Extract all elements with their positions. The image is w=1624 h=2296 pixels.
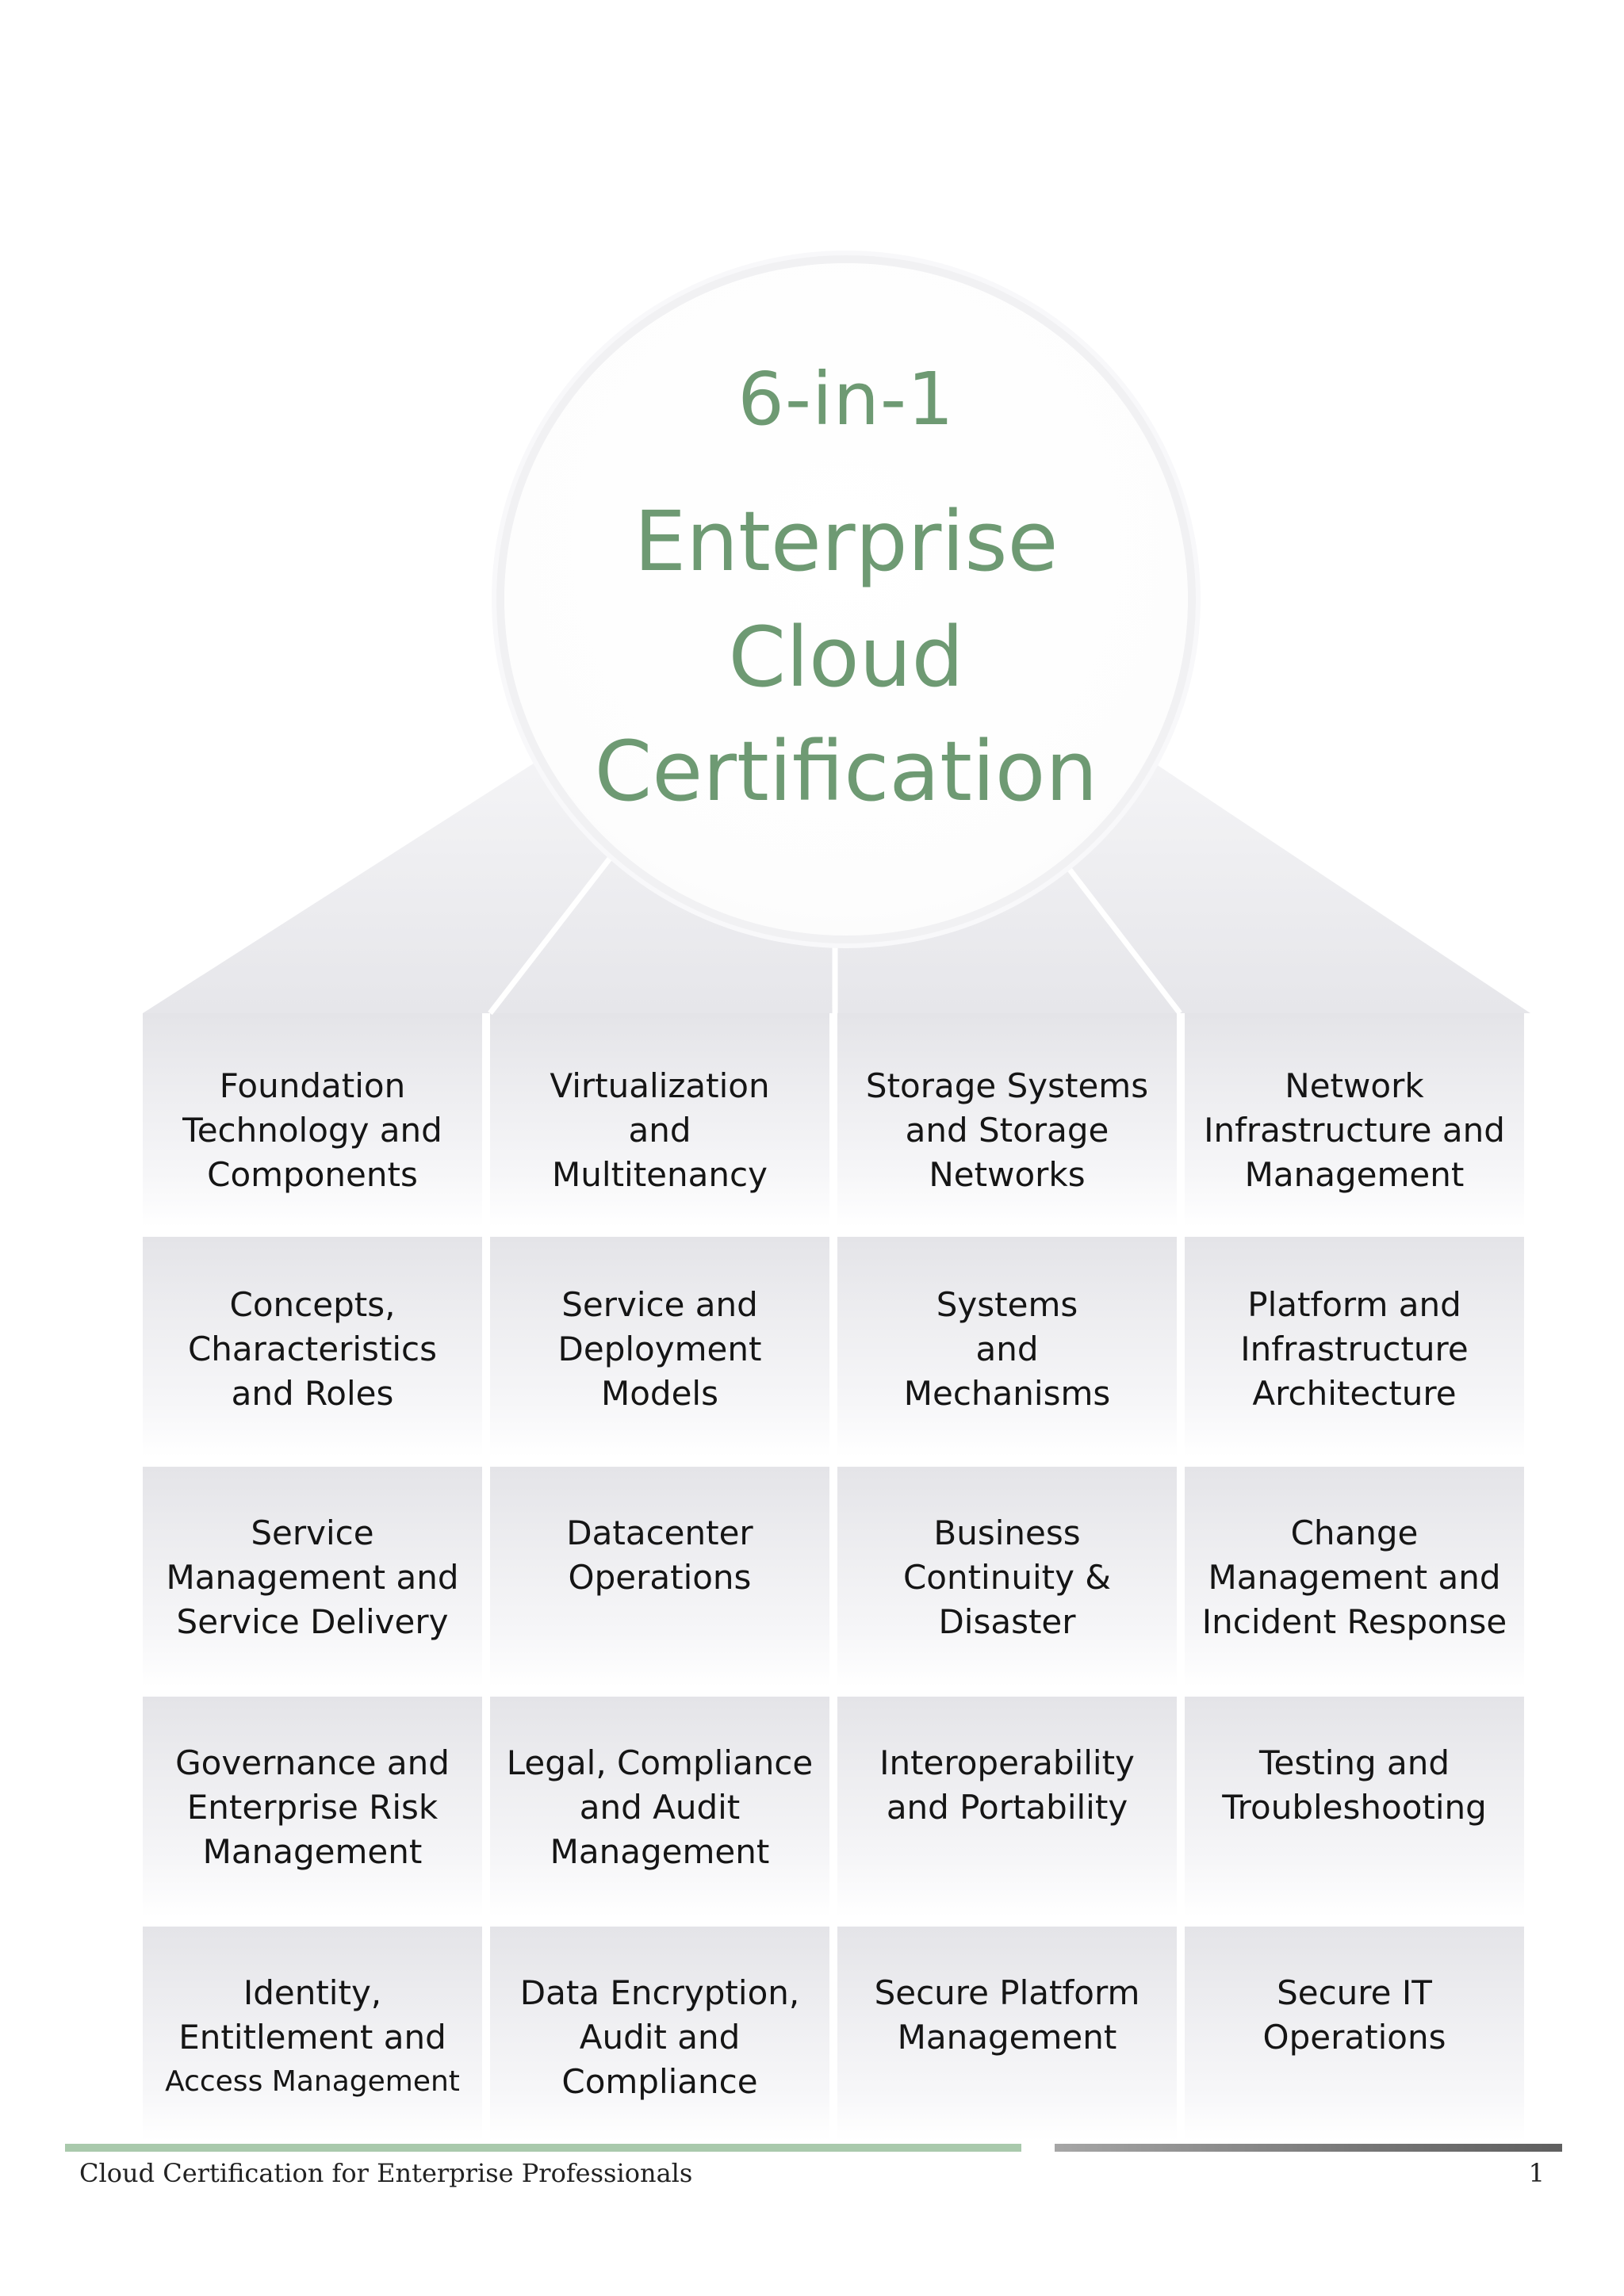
module-cell xyxy=(837,1927,1177,2141)
module-label: Concepts, Characteristics and Roles xyxy=(187,1285,437,1413)
footer-title: Cloud Certification for Enterprise Professionals xyxy=(79,2158,693,2188)
module-label: Testing and Troubleshooting xyxy=(1222,1743,1487,1827)
grid-row-5 xyxy=(143,1927,1530,2141)
module-cell xyxy=(1185,1467,1524,1687)
module-cell xyxy=(143,1013,482,1227)
hero-title-6in1: 6-in-1 xyxy=(737,357,955,442)
module-cell xyxy=(143,1237,482,1457)
module-label-small: Access Management xyxy=(165,2065,460,2098)
module-cell xyxy=(1185,1697,1524,1917)
module-cell xyxy=(837,1467,1177,1687)
module-label: Secure IT Operations xyxy=(1262,1973,1446,2057)
module-cell xyxy=(143,1697,482,1917)
footer-rule-green xyxy=(65,2144,1021,2152)
module-label: Change Management and Incident Response xyxy=(1201,1513,1507,1641)
module-label: Foundation Technology and Components xyxy=(182,1066,442,1194)
module-label: Secure Platform Management xyxy=(874,1973,1140,2057)
module-cell xyxy=(1185,1237,1524,1457)
module-cell xyxy=(837,1237,1177,1457)
module-label: Service Management and Service Delivery xyxy=(166,1513,459,1641)
module-cell xyxy=(143,1467,482,1687)
hero-circle xyxy=(504,263,1188,936)
module-label: Legal, Compliance and Audit Management xyxy=(506,1743,814,1871)
module-cell xyxy=(837,1697,1177,1917)
module-label: Platform and Infrastructure Architecture xyxy=(1240,1285,1469,1413)
module-label: Identity, Entitlement and xyxy=(178,1973,446,2057)
grid-row-3 xyxy=(143,1467,1530,1687)
hero-title-enterprise: Enterprise xyxy=(634,493,1059,590)
grid-row-1 xyxy=(143,1013,1530,1227)
module-cell xyxy=(490,1237,829,1457)
module-label: Data Encryption, Audit and Compliance xyxy=(519,1973,800,2101)
hero-title-cloud: Cloud xyxy=(728,609,964,706)
page-number: 1 xyxy=(1528,2158,1545,2188)
module-cell xyxy=(1185,1927,1524,2141)
module-label: Storage Systems and Storage Networks xyxy=(865,1066,1149,1194)
module-cell xyxy=(490,1927,829,2141)
grid-row-2 xyxy=(143,1237,1530,1457)
module-label: Governance and Enterprise Risk Management xyxy=(175,1743,450,1871)
footer-rule-gray xyxy=(1055,2144,1562,2152)
module-label: Systems and Mechanisms xyxy=(903,1285,1111,1413)
module-cell xyxy=(837,1013,1177,1227)
module-cell xyxy=(1185,1013,1524,1227)
module-label: Business Continuity & Disaster xyxy=(902,1513,1112,1641)
module-label: Network Infrastructure and Management xyxy=(1204,1066,1505,1194)
module-label: Virtualization and Multitenancy xyxy=(550,1066,770,1194)
module-cell xyxy=(143,1927,482,2141)
module-cell xyxy=(490,1697,829,1917)
module-grid xyxy=(143,1013,1530,2150)
module-label: Interoperability and Portability xyxy=(879,1743,1135,1827)
module-label: Service and Deployment Models xyxy=(557,1285,762,1413)
grid-row-4 xyxy=(143,1697,1530,1917)
hero-title-certification: Certification xyxy=(594,723,1098,820)
module-cell xyxy=(490,1013,829,1227)
module-cell xyxy=(490,1467,829,1687)
module-label: Datacenter Operations xyxy=(566,1513,753,1597)
